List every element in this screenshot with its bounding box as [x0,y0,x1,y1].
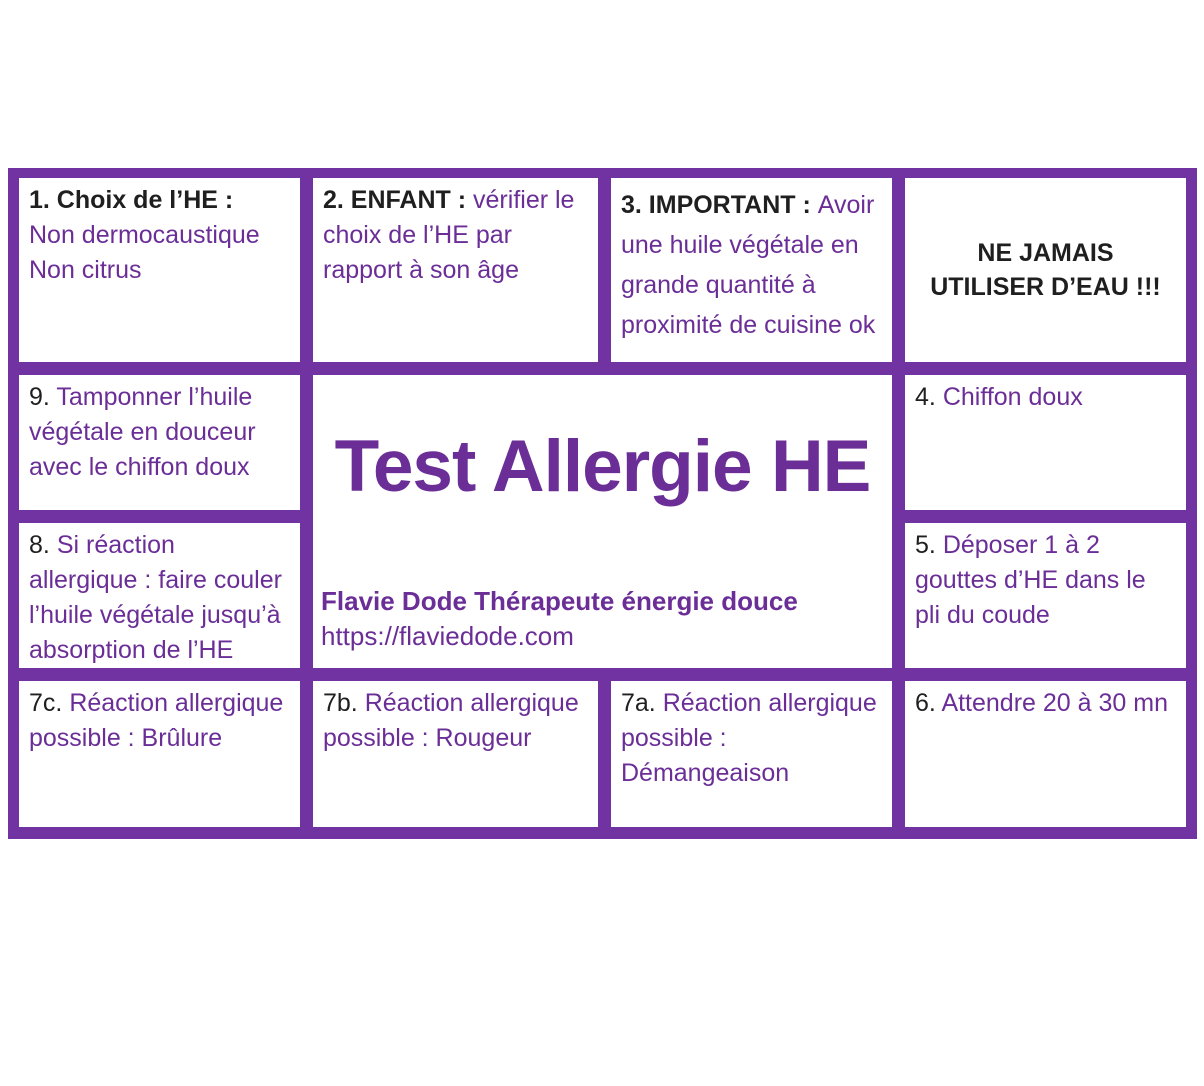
cell-step7b [313,681,598,827]
step7b-text: Réaction allergique possible : Rougeur [323,689,579,752]
step4-text: Chiffon doux [942,383,1083,411]
step8-label: 8. [29,531,50,559]
step9-label: 9. [29,383,50,411]
step7c-label: 7c. [29,689,63,717]
cell-title [313,375,892,668]
cell-step4 [905,375,1186,510]
step7a-text: Réaction allergique possible : Démangeaison [621,689,877,787]
allergy-test-table [8,168,1197,839]
cell-step5 [905,523,1186,668]
step9-text: Tamponner l’huile végétale en douceur avec le chiffon doux [29,383,256,481]
cell-step6 [905,681,1186,827]
author-name: Flavie Dode Thérapeute énergie douce [321,586,798,616]
step5-label: 5. [915,531,936,559]
cell-step3 [611,178,892,362]
website-url: https://flaviedode.com [321,621,574,651]
cell-warning [905,178,1186,362]
cell-step2 [313,178,598,362]
step1-label: 1. Choix de l’HE : [29,186,234,214]
poster-footer [313,584,892,668]
step3-label: 3. IMPORTANT : [621,191,811,219]
warning-text: NE JAMAIS UTILISER D’EAU !!! [930,239,1161,301]
step8-text: Si réaction allergique : faire couler l’huile végétale jusqu’à absorption de l’HE [29,531,282,664]
step3-text: Avoir une huile végétale en grande quantité à proximité de cuisine ok [621,191,876,339]
step7a-label: 7a. [621,689,656,717]
step5-text: Déposer 1 à 2 gouttes d’HE dans le pli du coude [915,531,1146,629]
step6-label: 6. [915,689,936,717]
step6-text: Attendre 20 à 30 mn [941,689,1168,717]
step7c-text: Réaction allergique possible : Brûlure [29,689,284,752]
cell-step1 [19,178,300,362]
cell-step7c [19,681,300,827]
step4-label: 4. [915,383,936,411]
poster-title: Test Allergie HE [334,426,871,507]
step2-text: vérifier le choix de l’HE par rapport à son âge [323,186,575,284]
step7b-label: 7b. [323,689,358,717]
cell-step9 [19,375,300,510]
cell-step7a [611,681,892,827]
step2-label: 2. ENFANT : [323,186,467,214]
step1-text: Non dermocaustique Non citrus [29,221,260,284]
cell-step8 [19,523,300,668]
